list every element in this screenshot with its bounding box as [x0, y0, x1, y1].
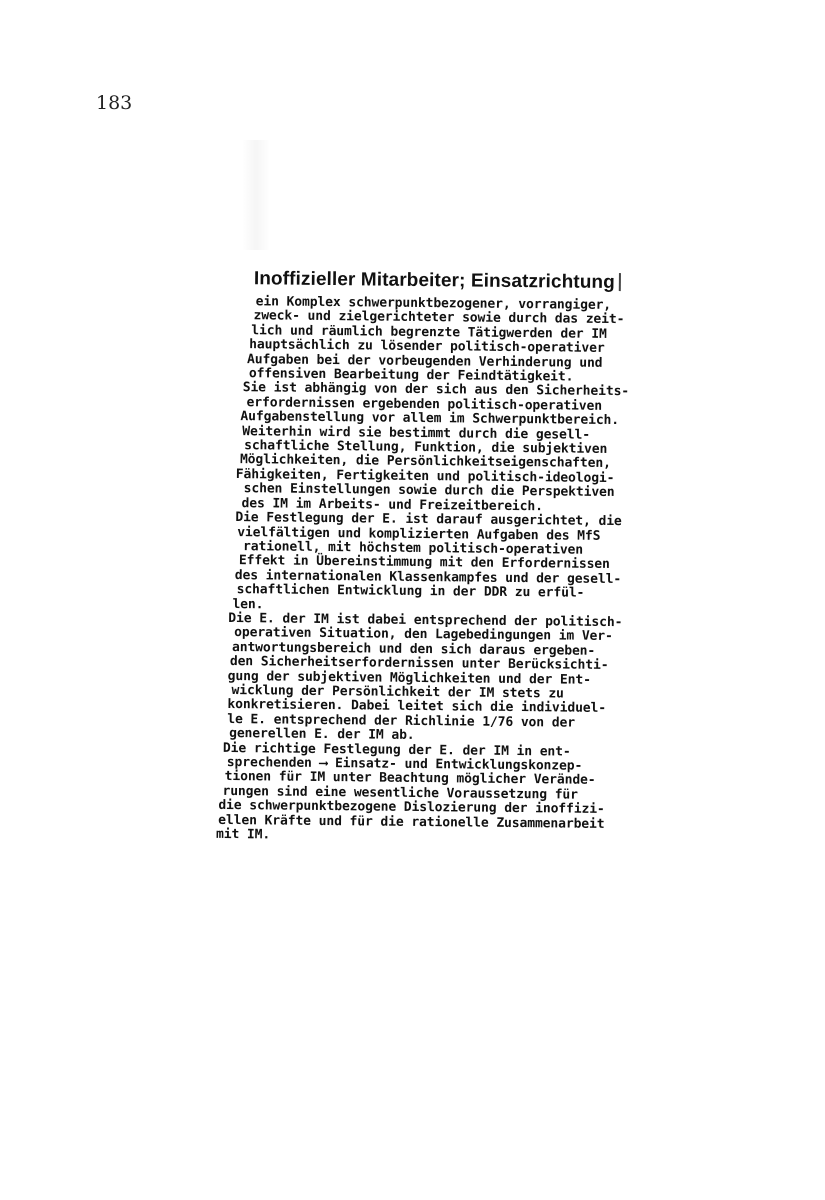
page-number: 183: [96, 92, 133, 114]
heading-mark: [619, 273, 621, 291]
body-line: mit IM.: [215, 826, 271, 843]
body-line: operativen Situation, den Lagebedingungen im Ver-: [234, 625, 613, 645]
body-line: schen Einstellungen sowie durch die Perspektiven: [243, 481, 615, 501]
body-line: den Sicherheitserfordernissen unter Berücksichti-: [229, 654, 609, 674]
body-line: wicklung der Persönlichkeit der IM stets zu: [231, 682, 564, 702]
scan-artifact: [242, 140, 270, 250]
body-line: Effekt in Übereinstimmung mit den Erfordernissen: [238, 553, 610, 573]
body-line: erfordernissen ergebenden politisch-operativen: [246, 395, 603, 414]
body-line: rungen sind eine wesentliche Voraussetzung für: [222, 783, 579, 803]
body-line: zweck- und zielgerichteter sowie durch das zeit-: [253, 308, 625, 328]
body-line: rationell, mit höchstem politisch-operativen: [243, 539, 584, 558]
body-line: Aufgaben bei der vorbeugenden Verhinderung und: [246, 351, 603, 371]
body-line: Weiterhin wird sie bestimmt durch die gesell-: [242, 423, 591, 443]
body-line: die schwerpunktbezogene Dislozierung der inoffizi-: [218, 798, 605, 818]
body-line: Aufgabenstellung vor allem im Schwerpunktbereich.: [240, 409, 620, 429]
body-line: schaftliche Stellung, Funktion, die subjektiven: [244, 438, 608, 458]
body-line: vielfältigen und komplizierten Aufgaben des MfS: [237, 524, 601, 544]
body-line: len.: [232, 596, 264, 612]
body-line: Möglichkeiten, die Persönlichkeitseigenschaften,: [239, 452, 611, 472]
body-line: tionen für IM unter Beachtung möglicher Verände-: [224, 769, 596, 789]
body-line: des internationalen Klassenkampfes und der gesell-: [234, 567, 622, 587]
body-line: Sie ist abhängig von der sich aus den Sicherheits-: [242, 380, 630, 400]
body-line: antwortungsbereich und den sich daraus ergeben-: [231, 639, 596, 659]
body-line: lich und räumlich begrenzte Tätigwerden der IM: [251, 323, 607, 342]
entry-heading-text: Inoffizieller Mitarbeiter; Einsatzrichtung: [253, 268, 615, 294]
entry-heading: [254, 268, 772, 295]
body-line: des IM im Arbeits- und Freizeitbereich.: [241, 495, 543, 514]
body-line: ellen Kräfte und für die rationelle Zusammenarbeit: [218, 812, 605, 832]
dictionary-entry: [215, 268, 772, 848]
body-line: Die E. der IM ist dabei entsprechend der politisch-: [228, 610, 623, 631]
body-line: konkretisieren. Dabei leitet sich die individuel-: [227, 697, 607, 717]
body-line: Die richtige Festlegung der E. der IM in ent-: [222, 740, 571, 760]
body-line: generellen E. der IM ab.: [229, 726, 415, 744]
body-line: gung der subjektiven Möglichkeiten und der Ent-: [227, 668, 591, 688]
body-line: Die Festlegung der E. ist darauf ausgerichtet, die: [235, 510, 622, 530]
body-line: schaftlichen Entwicklung in der DDR zu erfül-: [236, 582, 585, 601]
entry-body: [215, 294, 772, 848]
body-line: offensiven Bearbeitung der Feindtätigkeit.: [248, 366, 574, 385]
body-line: hauptsächlich zu lösender politisch-operativer: [249, 337, 605, 357]
body-line: Fähigkeiten, Fertigkeiten und politisch-ideologi-: [235, 466, 615, 486]
body-line: le E. entsprechend der Richlinie 1/76 von der: [227, 711, 576, 731]
body-line: ein Komplex schwerpunktbezogener, vorrangiger,: [255, 294, 612, 313]
body-line: sprechenden ⟶ Einsatz- und Entwicklungskonzep-: [226, 754, 583, 774]
